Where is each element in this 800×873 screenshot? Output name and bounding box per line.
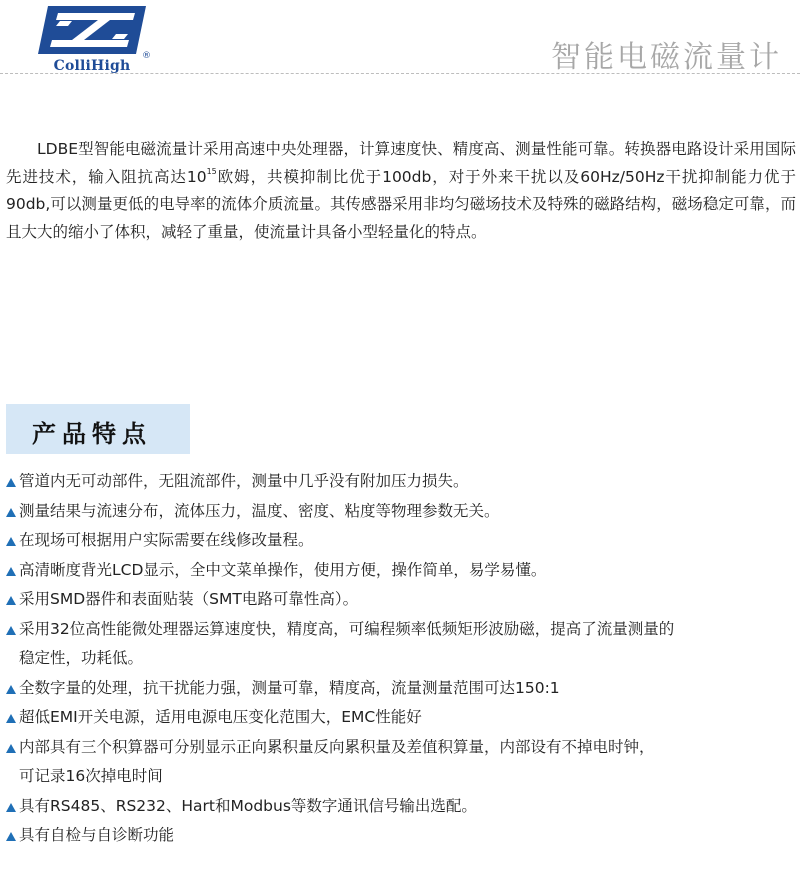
- section-header-band: [6, 404, 190, 454]
- feature-item: [4, 733, 800, 792]
- triangle-bullet-icon: [6, 714, 16, 723]
- feature-item: [4, 467, 800, 497]
- intro-text-part2: 欧姆，共模抑制比优于100db，对于外来干扰以及60Hz/50Hz干扰抑制能力优于90db,可以测量更低的电导率的流体介质流量。其传感器采用非均匀磁场技术及特殊的磁路结构，磁场稳定可靠，而且大大的缩小了体积，减轻了重量，使流量计具备小型轻量化的特点。: [6, 167, 796, 241]
- feature-text: 超低EMI开关电源，适用电源电压变化范围大，EMC性能好: [19, 708, 422, 726]
- intro-paragraph: [6, 136, 796, 246]
- feature-text: 采用SMD器件和表面贴装（SMT电路可靠性高）。: [19, 590, 359, 608]
- triangle-bullet-icon: [6, 685, 16, 694]
- header-divider: [0, 73, 800, 74]
- triangle-bullet-icon: [6, 803, 16, 812]
- feature-list: [4, 467, 800, 851]
- feature-text: 管道内无可动部件，无阻流部件，测量中几乎没有附加压力损失。: [19, 472, 469, 490]
- page-header: [0, 0, 800, 80]
- feature-item: [4, 497, 800, 527]
- triangle-bullet-icon: [6, 832, 16, 841]
- feature-item: [4, 821, 800, 851]
- intro-text-part1: LDBE型智能电磁流量计采用高速中央处理器，计算速度快、精度高、测量性能可靠。转换器电路设计采用国际先进技术，输入阻抗高达10: [6, 140, 796, 186]
- feature-text: 高清晰度背光LCD显示，全中文菜单操作，使用方便，操作简单，易学易懂。: [19, 560, 547, 579]
- feature-item: [4, 556, 800, 586]
- section-title: 产品特点: [32, 420, 152, 448]
- feature-item: [4, 792, 800, 822]
- feature-item: [4, 674, 800, 704]
- triangle-bullet-icon: [6, 567, 16, 576]
- feature-item: [4, 526, 800, 556]
- feature-text: 具有自检与自诊断功能: [19, 826, 175, 844]
- intro-exponent: 15: [206, 166, 217, 176]
- triangle-bullet-icon: [6, 596, 16, 605]
- feature-item: [4, 585, 800, 615]
- page-title: 智能电磁流量计: [551, 40, 782, 75]
- feature-text: 测量结果与流速分布，流体压力，温度、密度、粘度等物理参数无关。: [19, 501, 500, 520]
- feature-item: [4, 703, 800, 733]
- triangle-bullet-icon: [6, 478, 16, 487]
- triangle-bullet-icon: [6, 744, 16, 753]
- feature-text-continued: 稳定性，功耗低。: [19, 649, 144, 667]
- registered-mark: ®: [142, 51, 151, 61]
- collihigh-logo: [38, 6, 152, 78]
- feature-text: 采用32位高性能微处理器运算速度快，精度高，可编程频率低频矩形波励磁，提高了流量测量的: [19, 619, 675, 638]
- triangle-bullet-icon: [6, 537, 16, 546]
- feature-text: 内部具有三个积算器可分别显示正向累积量反向累积量及差值积算量，内部设有不掉电时钟，: [19, 737, 655, 756]
- triangle-bullet-icon: [6, 626, 16, 635]
- feature-text: 在现场可根据用户实际需要在线修改量程。: [19, 531, 314, 549]
- feature-text: 具有RS485、RS232、Hart和Modbus等数字通讯信号输出选配。: [19, 796, 477, 815]
- logo-emblem-icon: [38, 6, 146, 58]
- triangle-bullet-icon: [6, 508, 16, 517]
- logo-wordmark: ColliHigh: [53, 58, 131, 74]
- feature-item: [4, 615, 800, 674]
- feature-text: 全数字量的处理，抗干扰能力强，测量可靠，精度高，流量测量范围可达150:1: [19, 678, 560, 697]
- feature-text-continued: 可记录16次掉电时间: [19, 767, 163, 785]
